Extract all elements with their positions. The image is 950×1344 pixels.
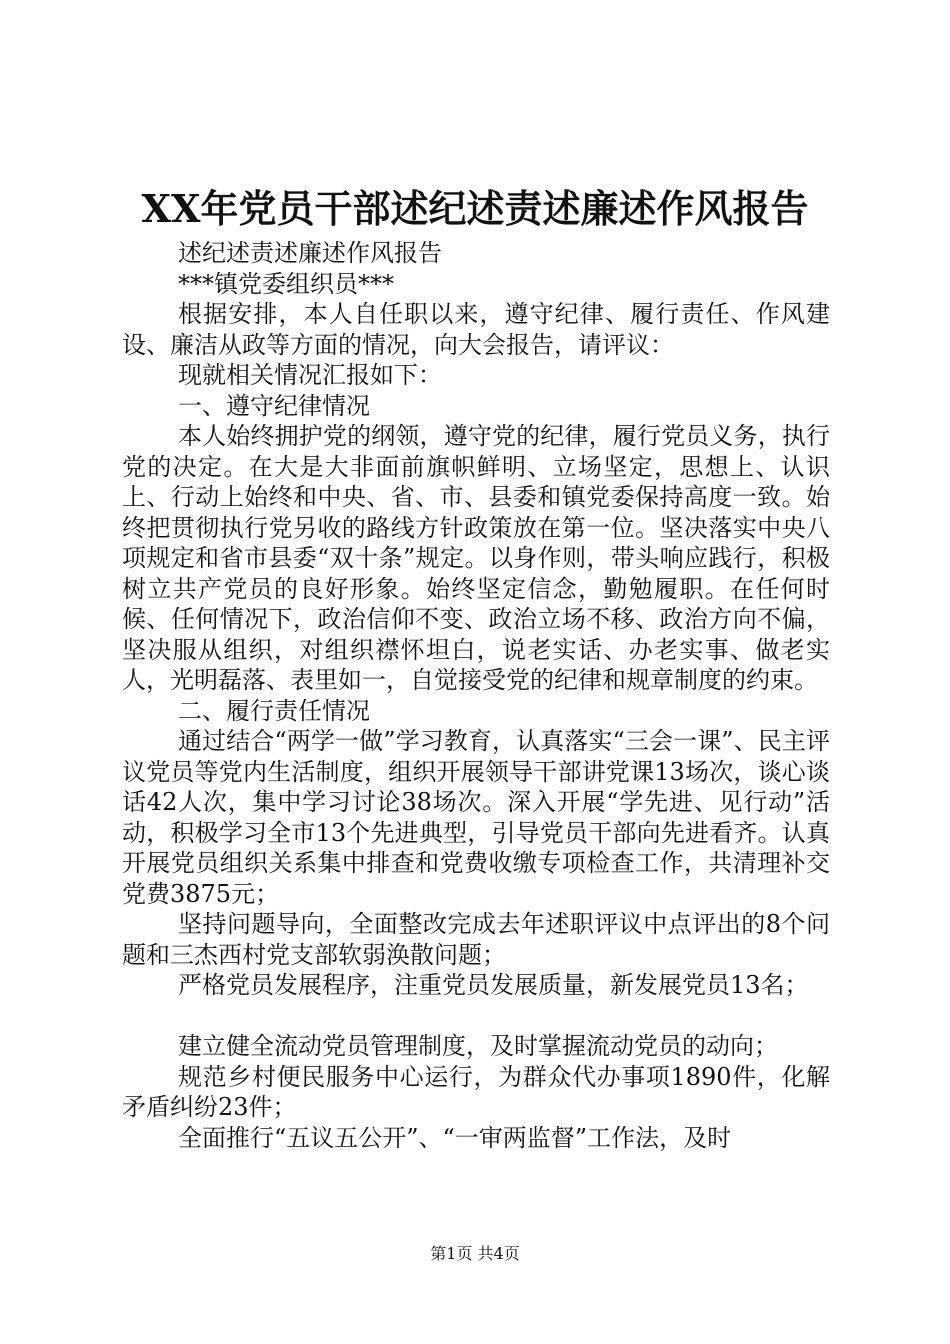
- body-paragraph: 坚持问题导向，全面整改完成去年述职评议中点评出的8个问题和三杰西村党支部软弱涣散问题；: [122, 910, 830, 969]
- document-title: XX年党员干部述纪述责述廉述作风报告: [141, 186, 809, 231]
- body-paragraph: 本人始终拥护党的纲领，遵守党的纪律，履行党员义务，执行党的决定。在大是大非面前旗帜鲜明、立场坚定，思想上、认识上、行动上始终和中央、省、市、县委和镇党委保持高度一致。始终把贯彻执行党另收的路线方针政策放在第一位。坚决落实中央八项规定和省市县委“双十条”规定。以身作则，带头响应践行，积极树立共产党员的良好形象。始终坚定信念，勤勉履职。在任何时候、任何情况下，政治信仰不变、政治立场不移、政治方向不偏，坚决服从组织，对组织襟怀坦白，说老实话、办老实事、做老实人，光明磊落、表里如一，自觉接受党的纪律和规章制度的约束。: [122, 422, 830, 694]
- body-paragraph: 规范乡村便民服务中心运行，为群众代办事项1890件，化解矛盾纠纷23件；: [122, 1062, 830, 1121]
- section-heading: 一、遵守纪律情况: [178, 391, 370, 420]
- author-paragraph: ***镇党委组织员***: [178, 269, 394, 298]
- body-paragraph: 全面推行“五议五公开”、“一审两监督”工作法，及时: [178, 1123, 732, 1152]
- body-paragraph: 根据安排，本人自任职以来，遵守纪律、履行责任、作风建设、廉洁从政等方面的情况，向大会报告，请评议：: [122, 300, 830, 359]
- blank-line: [122, 1001, 830, 1032]
- subtitle-paragraph: 述纪述责述廉述作风报告: [178, 239, 442, 267]
- body-paragraph: 建立健全流动党员管理制度，及时掌握流动党员的动向；: [178, 1032, 778, 1060]
- body-paragraph: 现就相关情况汇报如下：: [178, 361, 442, 389]
- page-footer: 第1页 共4页: [430, 1244, 520, 1263]
- body-paragraph: 通过结合“两学一做”学习教育，认真落实“三会一课”、民主评议党员等党内生活制度，组织开展领导干部讲党课13场次，谈心谈话42人次，集中学习讨论38场次。深入开展“学先进、见行动”活动，积极学习全市13个先进典型，引导党员干部向先进看齐。认真开展党员组织关系集中排查和党费收缴专项检查工作，共清理补交党费3875元；: [122, 727, 830, 908]
- document-body: [122, 238, 830, 1153]
- section-heading: 二、履行责任情况: [178, 696, 370, 725]
- body-paragraph: 严格党员发展程序，注重党员发展质量，新发展党员13名；: [178, 971, 809, 999]
